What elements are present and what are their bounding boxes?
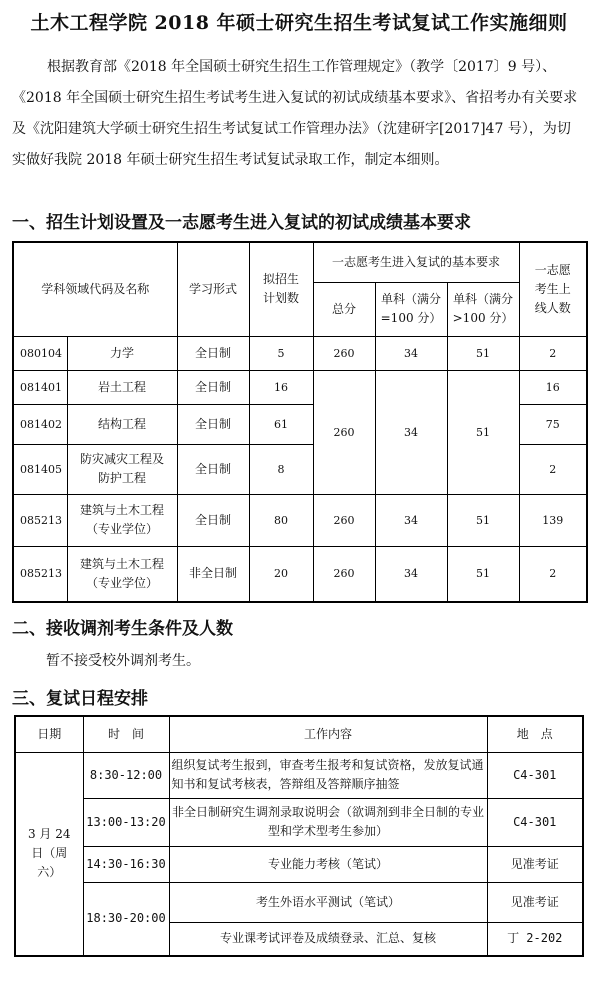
cell-mode: 全日制 (177, 336, 249, 370)
table-row (15, 798, 583, 846)
cell-count: 2 (519, 444, 587, 494)
cell-plan: 80 (249, 494, 313, 546)
cell-plan: 20 (249, 546, 313, 602)
section-3-heading: 三、复试日程安排 (12, 689, 148, 709)
cell-mode: 全日制 (177, 444, 249, 494)
table-row (13, 546, 587, 602)
section-2-heading: 二、接收调剂考生条件及人数 (12, 619, 233, 639)
cell-single-gt100: 51 (447, 494, 519, 546)
header-content: 工作内容 (169, 716, 487, 752)
cell-name: 建筑与土木工程（专业学位） (67, 546, 177, 602)
cell-name: 力学 (67, 336, 177, 370)
cell-content: 组织复试考生报到，审查考生报考和复试资格，发放复试通知书和复试考核表，答辩组及答辩顺序抽签 (169, 752, 487, 798)
cell-code: 085213 (13, 546, 67, 602)
header-place: 地 点 (487, 716, 583, 752)
cell-code: 081402 (13, 404, 67, 444)
cell-name: 岩土工程 (67, 370, 177, 404)
cell-plan: 16 (249, 370, 313, 404)
cell-count: 75 (519, 404, 587, 444)
cell-plan: 61 (249, 404, 313, 444)
cell-single-100: 34 (375, 546, 447, 602)
cell-mode: 全日制 (177, 404, 249, 444)
table-row (15, 882, 583, 922)
cell-single-100: 34 (375, 494, 447, 546)
cell-plan: 5 (249, 336, 313, 370)
cell-single-100: 34 (375, 370, 447, 494)
cell-single-gt100: 51 (447, 336, 519, 370)
cell-place: 丁 2-202 (487, 922, 583, 956)
table-row (15, 846, 583, 882)
header-requirement: 一志愿考生进入复试的基本要求 (313, 242, 519, 282)
cell-count: 139 (519, 494, 587, 546)
cell-time: 14:30-16:30 (83, 846, 169, 882)
cell-total: 260 (313, 494, 375, 546)
cell-time: 13:00-13:20 (83, 798, 169, 846)
cell-single-gt100: 51 (447, 546, 519, 602)
cell-name: 结构工程 (67, 404, 177, 444)
cell-single-gt100: 51 (447, 370, 519, 494)
header-plan: 拟招生计划数 (249, 242, 313, 336)
table-row (13, 370, 587, 404)
schedule-table (14, 715, 584, 957)
cell-single-100: 34 (375, 336, 447, 370)
header-study-mode: 学习形式 (177, 242, 249, 336)
intro-paragraph: 根据教育部《2018 年全国硕士研究生招生工作管理规定》（教学〔2017〕9 号）、《2018 年全国硕士研究生招生考试考生进入复试的初试成绩基本要求》、省招考办有关要求及《沈阳建筑大学硕士研究生招生考试复试工作管理办法》（沈建研字[2017]47 号），为切实做好我院 2018 年硕士研究生招生考试复试录取工作，制定本细则。 (12, 59, 578, 168)
table-row (13, 494, 587, 546)
cell-content: 考生外语水平测试（笔试） (169, 882, 487, 922)
cell-name: 防灾减灾工程及防护工程 (67, 444, 177, 494)
cell-count: 2 (519, 546, 587, 602)
cell-place: 见准考证 (487, 882, 583, 922)
cell-place: 见准考证 (487, 846, 583, 882)
cell-mode: 非全日制 (177, 546, 249, 602)
cell-count: 2 (519, 336, 587, 370)
cell-plan: 8 (249, 444, 313, 494)
cell-time: 18:30-20:00 (83, 882, 169, 956)
cell-total: 260 (313, 370, 375, 494)
header-single-gt100: 单科（满分>100 分） (447, 282, 519, 336)
cell-total: 260 (313, 336, 375, 370)
cell-mode: 全日制 (177, 370, 249, 404)
cell-date: 3 月 24 日（周六） (15, 752, 83, 956)
cell-mode: 全日制 (177, 494, 249, 546)
cell-place: C4-301 (487, 752, 583, 798)
cell-count: 16 (519, 370, 587, 404)
cell-code: 081405 (13, 444, 67, 494)
table-row (15, 752, 583, 798)
cell-time: 8:30-12:00 (83, 752, 169, 798)
header-total: 总分 (313, 282, 375, 336)
cell-content: 专业能力考核（笔试） (169, 846, 487, 882)
cell-name: 建筑与土木工程（专业学位） (67, 494, 177, 546)
cell-content: 专业课考试评卷及成绩登录、汇总、复核 (169, 922, 487, 956)
header-discipline: 学科领域代码及名称 (13, 242, 177, 336)
cell-content: 非全日制研究生调剂录取说明会（欲调剂到非全日制的专业型和学术型考生参加） (169, 798, 487, 846)
header-date: 日期 (15, 716, 83, 752)
table-row (13, 336, 587, 370)
document-title: 土木工程学院 2018 年硕士研究生招生考试复试工作实施细则 (30, 12, 568, 34)
cell-total: 260 (313, 546, 375, 602)
section-2-text: 暂不接受校外调剂考生。 (46, 653, 200, 669)
section-1-heading: 一、招生计划设置及一志愿考生进入复试的初试成绩基本要求 (12, 213, 471, 233)
cell-code: 080104 (13, 336, 67, 370)
header-time: 时 间 (83, 716, 169, 752)
cell-place: C4-301 (487, 798, 583, 846)
header-single-100: 单科（满分=100 分） (375, 282, 447, 336)
cell-code: 081401 (13, 370, 67, 404)
enrollment-plan-table (12, 241, 588, 603)
header-above-line: 一志愿考生上线人数 (519, 242, 587, 336)
cell-code: 085213 (13, 494, 67, 546)
